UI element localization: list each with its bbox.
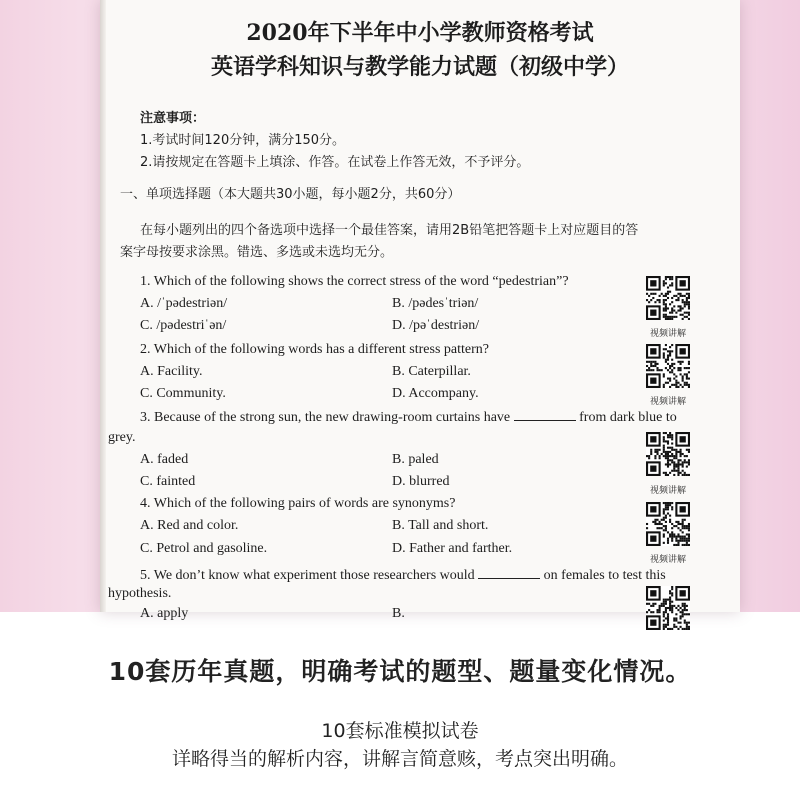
- qr-code-icon: [646, 276, 690, 320]
- question-4-option-a: A. Red and color.: [140, 518, 239, 533]
- caption-sub1: 10套标准模拟试卷: [321, 720, 479, 742]
- question-2-option-d: D. Accompany.: [392, 386, 479, 401]
- qr-label: 视频讲解: [650, 329, 687, 339]
- exam-title-line1: 2020年下半年中小学教师资格考试: [246, 20, 594, 46]
- qr-code-icon: [646, 502, 690, 546]
- exam-title-line2: 英语学科知识与教学能力试题（初级中学）: [210, 54, 629, 80]
- question-1-stem: 1. Which of the following shows the correct stress of the word “pedestrian”?: [140, 274, 569, 289]
- exam-page: [100, 0, 740, 621]
- page-edge: [100, 0, 106, 612]
- question-3-option-b: B. paled: [392, 452, 439, 467]
- question-2-stem: 2. Which of the following words has a different stress pattern?: [140, 342, 490, 357]
- question-4-option-d: D. Father and farther.: [392, 541, 513, 556]
- qr-label: 视频讲解: [650, 486, 687, 496]
- question-1-option-a: A. /ˈpədestriən/: [140, 296, 228, 311]
- question-5-stem: [140, 566, 666, 584]
- answer-blank: [514, 408, 576, 421]
- question-2-option-c: C. Community.: [140, 386, 226, 401]
- answer-blank: [478, 566, 540, 579]
- question-3-stem-before: 3. Because of the strong sun, the new drawing-room curtains have: [140, 410, 511, 425]
- question-3-stem: [140, 408, 677, 426]
- question-3-option-c: C. fainted: [140, 474, 196, 489]
- question-4-stem: 4. Which of the following pairs of words are synonyms?: [140, 496, 456, 511]
- qr-code-icon: [646, 586, 690, 630]
- question-3-stem-after: from dark blue to: [579, 410, 677, 425]
- question-2-option-a: A. Facility.: [140, 364, 203, 379]
- question-3-option-a: A. faded: [140, 452, 189, 467]
- question-1-option-c: C. /pədestriˈən/: [140, 318, 227, 333]
- question-2-option-b: B. Caterpillar.: [392, 364, 471, 379]
- notice-item-2: 2.请按规定在答题卡上填涂、作答。在试卷上作答无效，不予评分。: [140, 155, 530, 170]
- question-5-option-b: B.: [392, 606, 405, 621]
- question-4-option-c: C. Petrol and gasoline.: [140, 541, 268, 556]
- instructions-line2: 案字母按要求涂黑。错选、多选或未选均无分。: [120, 245, 394, 260]
- question-3-stem-wrap: grey.: [108, 430, 136, 445]
- question-5-option-a: A. apply: [140, 606, 189, 621]
- caption-sub2: 详略得当的解析内容，讲解言简意赅，考点突出明确。: [171, 748, 628, 770]
- question-5-stem-before: 5. We don’t know what experiment those researchers would: [140, 568, 475, 583]
- qr-code-icon: [646, 432, 690, 476]
- question-1-option-b: B. /pədesˈtriən/: [392, 296, 479, 311]
- question-1-option-d: D. /pəˈdestriən/: [392, 318, 480, 333]
- instructions-line1: 在每小题列出的四个备选项中选择一个最佳答案，请用2B铅笔把答题卡上对应题目的答: [140, 223, 639, 238]
- qr-code-icon: [646, 344, 690, 388]
- qr-label: 视频讲解: [650, 555, 687, 565]
- question-3-option-d: D. blurred: [392, 474, 450, 489]
- qr-label: 视频讲解: [650, 397, 687, 407]
- question-5-stem-after: on females to test this: [543, 568, 666, 583]
- section-heading: 一、单项选择题（本大题共30小题，每小题2分，共60分）: [120, 187, 461, 202]
- notice-heading: 注意事项：: [140, 111, 206, 126]
- question-4-option-b: B. Tall and short.: [392, 518, 489, 533]
- caption-main: 10套历年真题，明确考试的题型、题量变化情况。: [108, 657, 692, 686]
- notice-item-1: 1.考试时间120分钟，满分150分。: [140, 133, 346, 148]
- question-5-stem-wrap: hypothesis.: [108, 586, 172, 601]
